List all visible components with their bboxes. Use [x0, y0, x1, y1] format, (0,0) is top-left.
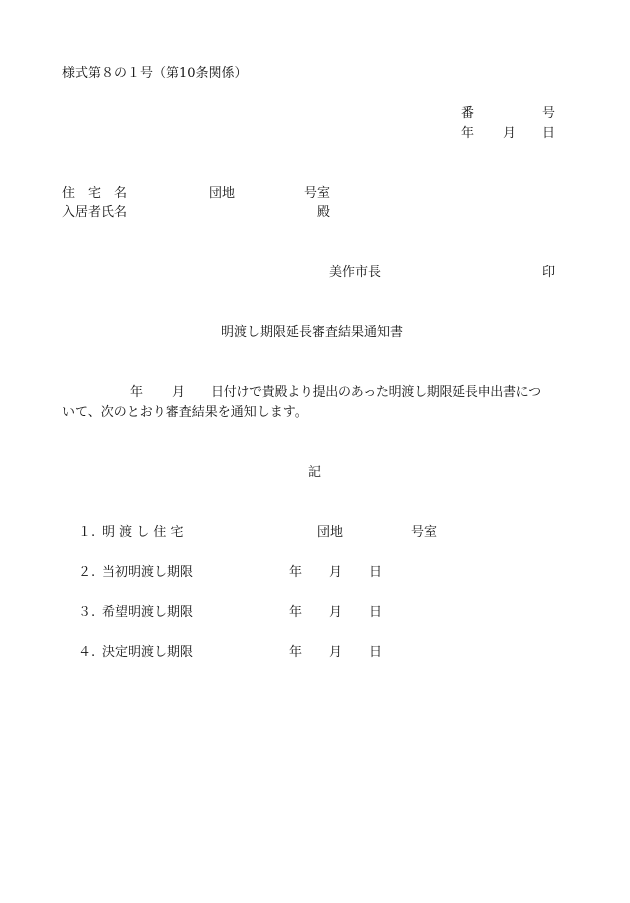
ki-heading: 記 [308, 465, 322, 480]
honorific-dono: 殿 [317, 205, 331, 220]
item-month: 月 [329, 565, 343, 580]
item-month: 月 [329, 605, 343, 620]
item-number: ３. [78, 605, 96, 620]
body-month: 月 [172, 385, 186, 400]
item-label: 決定明渡し期限 [102, 645, 194, 660]
doc-number-go: 号 [542, 106, 556, 121]
item-year: 年 [289, 645, 303, 660]
item-number: ４. [78, 645, 96, 660]
item-label: 当初明渡し期限 [102, 565, 194, 580]
form-header: 様式第８の１号（第10条関係） [62, 66, 248, 81]
item-day: 日 [369, 605, 383, 620]
doc-date-day: 日 [542, 126, 556, 141]
body-line2: いて、次のとおり審査結果を通知します。 [62, 405, 308, 420]
item-number: ２. [78, 565, 96, 580]
document-title: 明渡し期限延長審査結果通知書 [221, 325, 404, 340]
seal-mark: 印 [542, 265, 556, 280]
item-danchi: 団地 [317, 525, 344, 540]
item-day: 日 [369, 645, 383, 660]
item-day: 日 [369, 565, 383, 580]
body-year: 年 [130, 385, 144, 400]
item-room: 号室 [411, 525, 438, 540]
body-line1: 日付けで貴殿より提出のあった明渡し期限延長申出書につ [211, 385, 541, 400]
doc-date-month: 月 [503, 126, 517, 141]
item-label: 明 渡 し 住 宅 [102, 525, 184, 540]
item-year: 年 [289, 565, 303, 580]
issuer-mayor: 美作市長 [329, 265, 382, 280]
housing-name-label: 住 宅 名 [62, 186, 128, 201]
item-label: 希望明渡し期限 [102, 605, 194, 620]
doc-date-year: 年 [461, 126, 475, 141]
item-year: 年 [289, 605, 303, 620]
item-number: １. [78, 525, 96, 540]
resident-name-label: 入居者氏名 [62, 205, 128, 220]
item-month: 月 [329, 645, 343, 660]
housing-danchi: 団地 [209, 186, 236, 201]
housing-room: 号室 [304, 186, 331, 201]
doc-number-ban: 番 [461, 106, 475, 121]
